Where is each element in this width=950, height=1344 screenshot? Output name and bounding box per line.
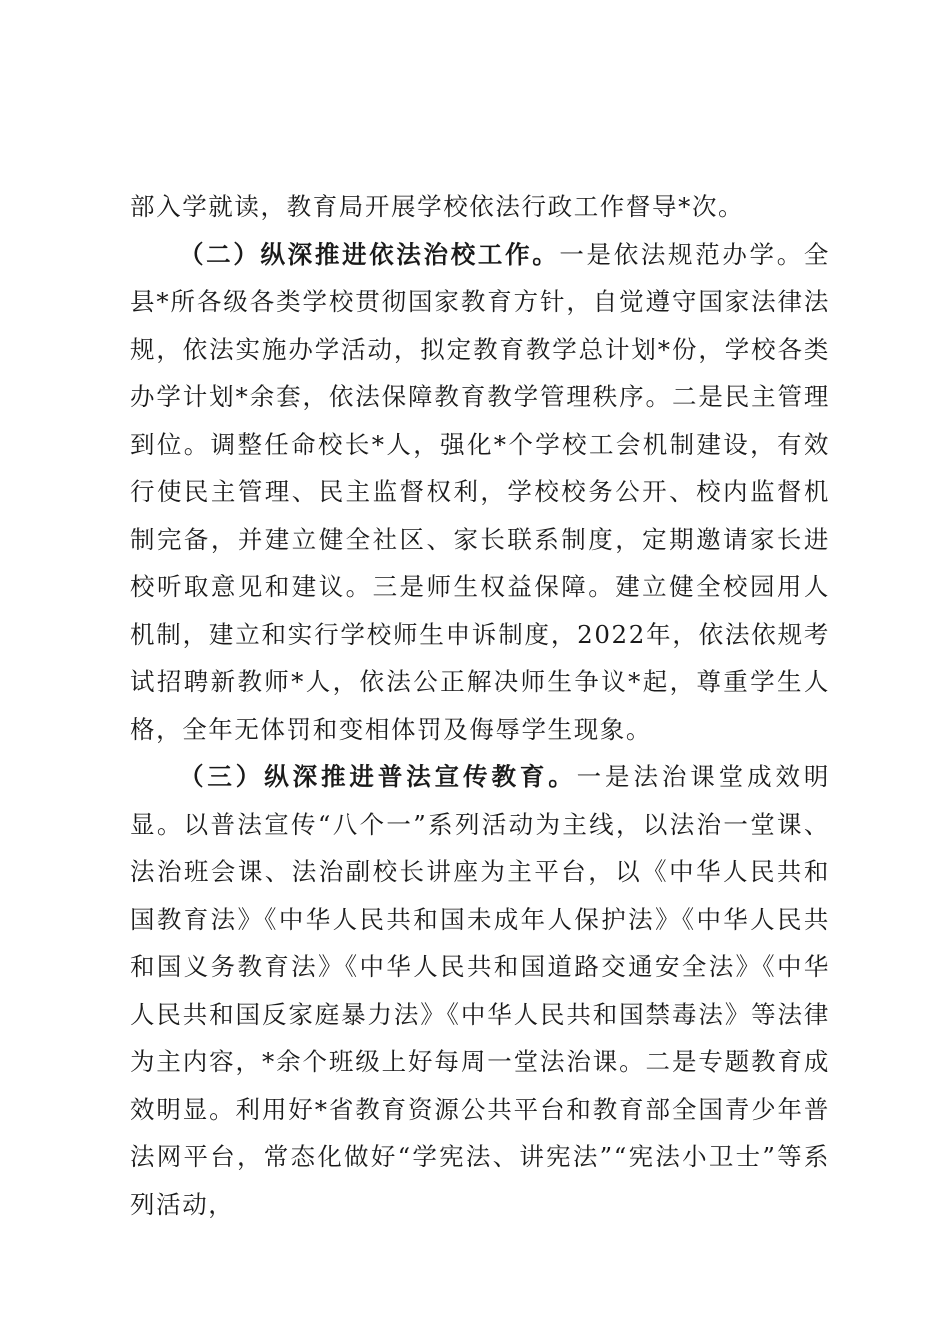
paragraph-body-text: 部入学就读，教育局开展学校依法行政工作督导*次。 (130, 192, 745, 221)
document-body (130, 183, 830, 1228)
section-heading: （三）纵深推进普法宣传教育。 (179, 762, 577, 791)
paragraph-continuation (130, 183, 830, 231)
paragraph-section-2 (130, 231, 830, 754)
section-heading: （二）纵深推进依法治校工作。 (179, 239, 560, 269)
paragraph-section-3 (130, 753, 830, 1228)
paragraph-body-text: 一是依法规范办学。全县*所各级各类学校贯彻国家教育方针，自觉遵守国家法律法规，依法实施办学活动，拟定教育教学总计划*份，学校各类办学计划*余套，依法保障教育教学管理秩序。二是民主管理到位。调整任命校长*人，强化*个学校工会机制建设，有效行使民主管理、民主监督权利，学校校务公开、校内监督机制完备，并建立健全社区、家长联系制度，定期邀请家长进校听取意见和建议。三是师生权益保障。建立健全校园用人机制，建立和实行学校师生申诉制度，2022年，依法依规考试招聘新教师*人，依法公正解决师生争议*起，尊重学生人格，全年无体罚和变相体罚及侮辱学生现象。 (130, 239, 830, 744)
paragraph-body-text: 一是法治课堂成效明显。以普法宣传“八个一”系列活动为主线，以法治一堂课、法治班会课、法治副校长讲座为主平台，以《中华人民共和国教育法》《中华人民共和国未成年人保护法》《中华人民共和国义务教育法》《中华人民共和国道路交通安全法》《中华人民共和国反家庭暴力法》《中华人民共和国禁毒法》等法律为主内容，*余个班级上好每周一堂法治课。二是专题教育成效明显。利用好*省教育资源公共平台和教育部全国青少年普法网平台，常态化做好“学宪法、讲宪法”“宪法小卫士”等系列活动， (130, 762, 830, 1219)
